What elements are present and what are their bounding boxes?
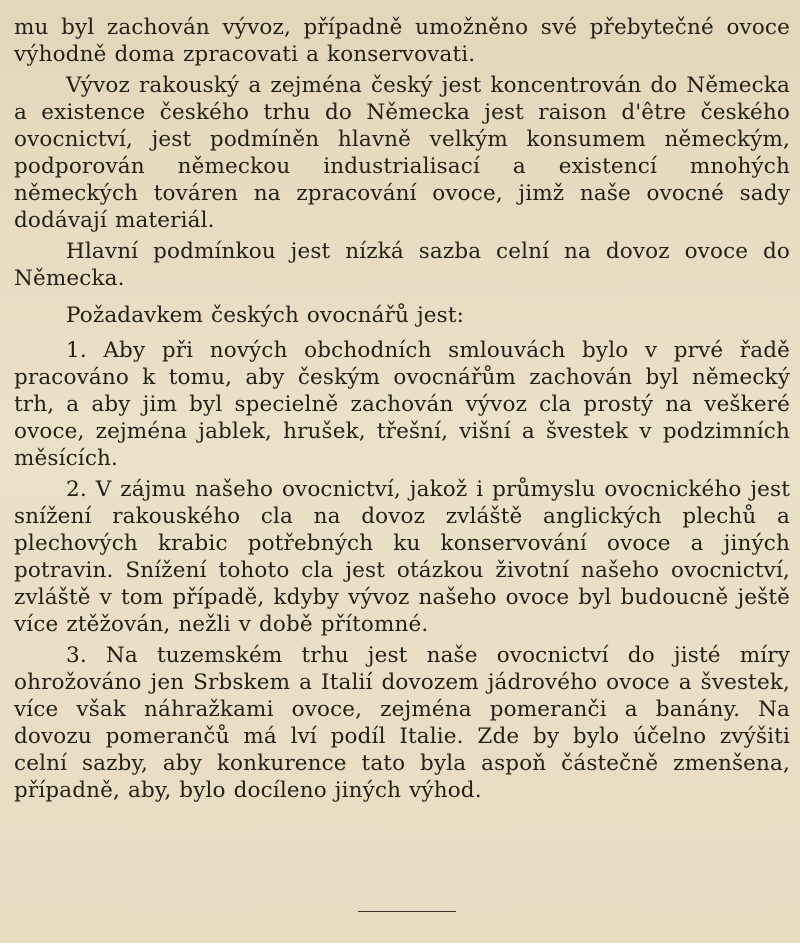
paragraph-point-1: 1. Aby při nových obchodních smlouvách bylo v prvé řadě pracováno k tomu, aby českým ovocnářům zachován byl německý trh, a aby jim byl specielně zachován vývoz cla prostý na veškeré ovoce, zejména jablek, hrušek, třešní, višní a švestek v podzimních měsících. [14, 338, 790, 471]
paragraph-requirements-heading: Požadavkem českých ovocnářů jest: [66, 303, 465, 328]
paragraph-continuation: mu byl zachován vývoz, případně umožněno své přebytečné ovoce výhodně doma zpracovati a konservovati. [14, 15, 790, 67]
paragraph-export: Vývoz rakouský a zejména český jest koncentrován do Německa a existence českého trhu do Německa jest raison d'être českého ovocnictví, jest podmíněn hlavně velkým konsumem německým, podporován německou industrialisací a existencí mnohých německých továren na zpracování ovoce, jimž naše ovocné sady dodávají materiál. [14, 73, 790, 233]
paragraph-main-condition: Hlavní podmínkou jest nízká sazba celní na dovoz ovoce do Německa. [14, 239, 790, 291]
paragraph-point-3: 3. Na tuzemském trhu jest naše ovocnictví do jisté míry ohrožováno jen Srbskem a Italií dovozem jádrového ovoce a švestek, více však náhražkami ovoce, zejména pomeranči a banány. Na dovozu pomerančů má lví podíl Italie. Zde by bylo účelno zvýšiti celní sazby, aby konkurence tato byla aspoň částečně zmenšena, případně, aby, bylo docíleno jiných výhod. [14, 643, 790, 803]
section-divider [358, 911, 456, 912]
paragraph-point-2: 2. V zájmu našeho ovocnictví, jakož i průmyslu ovocnického jest snížení rakouského cla na dovoz zvláště anglických plechů a plechových krabic potřebných ku konservování ovoce a jiných potravin. Snížení tohoto cla jest otázkou životní našeho ovocnictví, zvláště v tom případě, kdyby vývoz našeho ovoce byl budoucně ještě více ztěžován, nežli v době přítomné. [14, 477, 790, 637]
